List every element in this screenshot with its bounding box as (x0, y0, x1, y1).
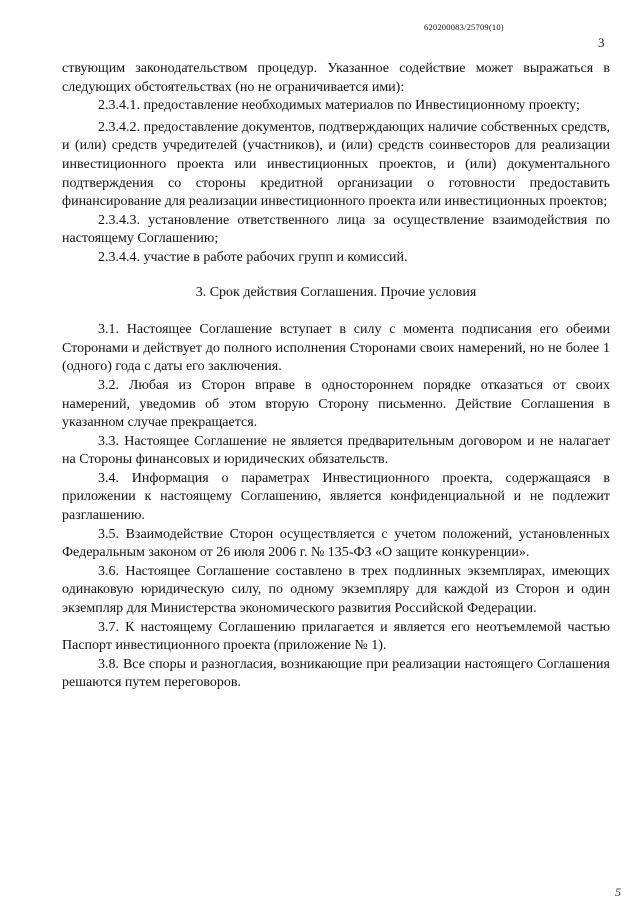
paragraph-3-7: 3.7. К настоящему Соглашению прилагается и является его неотъемлемой частью Паспорт инвестиционного проекта (приложение № 1). (62, 619, 610, 654)
paragraph-2-3-4-3: 2.3.4.3. установление ответственного лица за осуществление взаимодействия по настоящему Соглашению; (62, 212, 610, 247)
paragraph-3-5: 3.5. Взаимодействие Сторон осуществляется с учетом положений, установленных Федеральным законом от 26 июля 2006 г. № 135-ФЗ «О защите конкуренции». (62, 526, 610, 561)
paragraph-3-6: 3.6. Настоящее Соглашение составлено в трех подлинных экземплярах, имеющих одинаковую юридическую силу, по одному экземпляру для каждой из Сторон и один экземпляр для Министерства экономического развития Российской Федерации. (62, 563, 610, 617)
paragraph-3-2: 3.2. Любая из Сторон вправе в одностороннем порядке отказаться от своих намерений, уведомив об этом вторую Сторону письменно. Действие Соглашения в указанном случае прекращается. (62, 377, 610, 431)
paragraph-2-3-4-2: 2.3.4.2. предоставление документов, подтверждающих наличие собственных средств, и (или) средств учредителей (участников), и (или) средств соинвесторов для реализации инвестиционного проекта или инвестиционных проектов, и (или) документального подтверждения со стороны кредитной организации о готовности предоставить финансирование для реализации инвестиционного проекта или инвестиционных проектов; (62, 119, 610, 210)
document-body (62, 60, 610, 693)
paragraph-2-3-4-1: 2.3.4.1. предоставление необходимых материалов по Инвестиционному проекту; (98, 98, 580, 114)
paragraph-3-8: 3.8. Все споры и разногласия, возникающие при реализации настоящего Соглашения решаются путем переговоров. (62, 656, 610, 691)
paragraph-continuation: ствующим законодательством процедур. Указанное содействие может выражаться в следующих обстоятельствах (но не ограничивается ими): (62, 61, 610, 95)
corner-mark: 5 (615, 885, 621, 899)
paragraph-3-1: 3.1. Настоящее Соглашение вступает в силу с момента подписания его обеими Сторонами и действует до полного исполнения Сторонами своих намерений, но не более 1 (одного) года с даты его заключения. (62, 322, 610, 375)
paragraph-3-3: 3.3. Настоящее Соглашение не является предварительным договором и не налагает на Стороны финансовых и юридических обязательств. (62, 433, 610, 468)
page-number: 3 (598, 35, 605, 50)
document-id: 620200083/25709(10) (424, 22, 504, 32)
paragraph-3-4: 3.4. Информация о параметрах Инвестиционного проекта, содержащаяся в приложении к настоящему Соглашению, является конфиденциальной и не подлежит разглашению. (62, 470, 610, 524)
paragraph-2-3-4-4: 2.3.4.4. участие в работе рабочих групп и комиссий. (98, 249, 408, 265)
section-3-title: 3. Срок действия Соглашения. Прочие условия (195, 284, 477, 300)
